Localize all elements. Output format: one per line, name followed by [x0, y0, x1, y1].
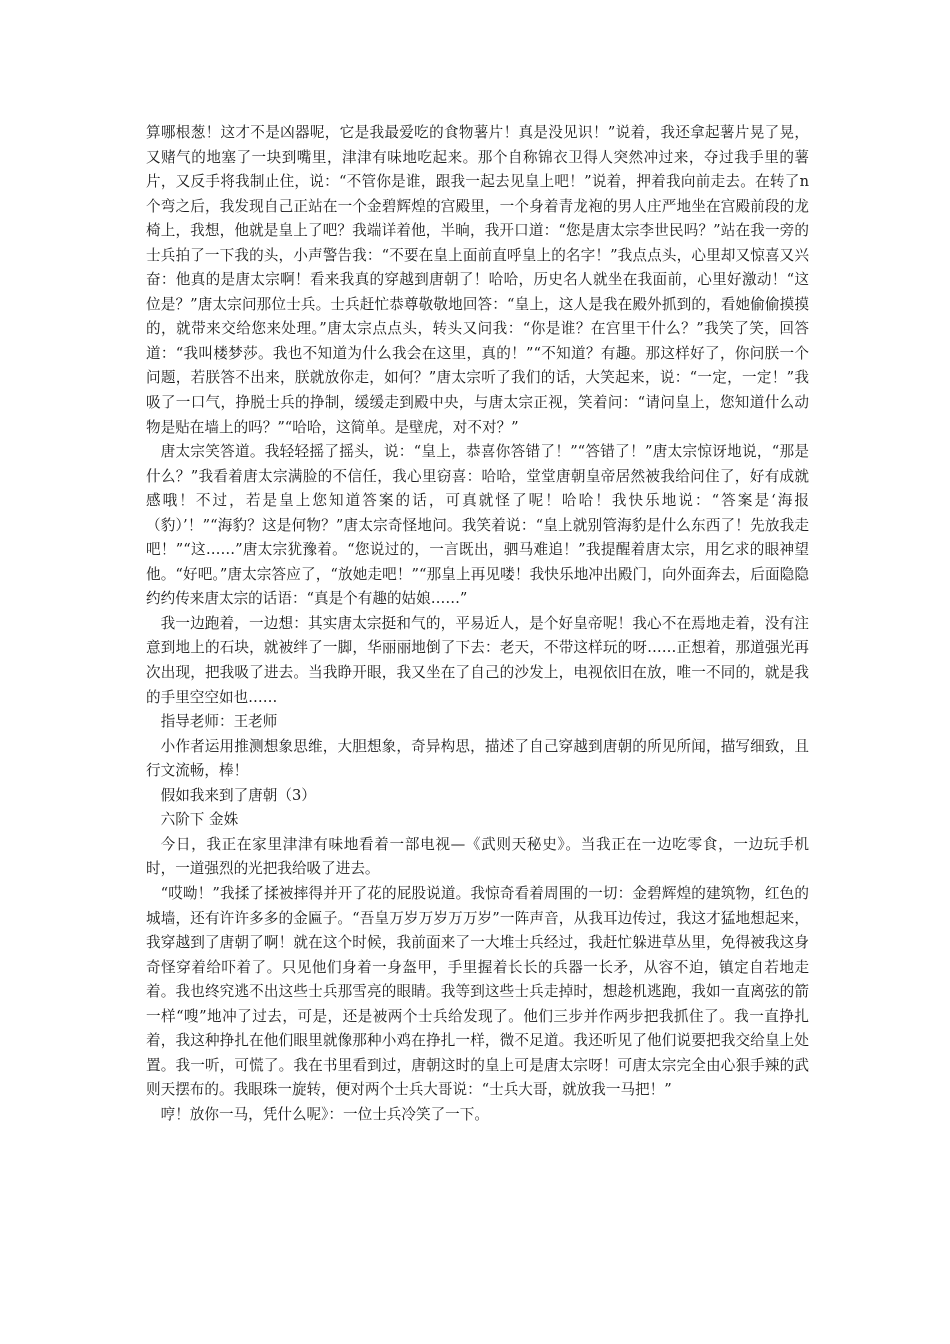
teacher-comment: 小作者运用推测想象思维，大胆想象，奇异构思，描述了自己穿越到唐朝的所见所闻，描写细致，且行文流畅，棒！ — [146, 737, 809, 780]
paragraph-2: 唐太宗笑答道。我轻轻摇了摇头，说：“皇上，恭喜你答错了！”“答错了！”唐太宗惊讶地说，“那是什么？”我看着唐太宗满脸的不信任，我心里窃喜：哈哈，堂堂唐朝皇帝居然被我给问住了，好有成就感哦！不过，若是皇上您知道答案的话，可真就怪了呢！哈哈！我快乐地说：“答案是‘海报（豹）’！”“海豹？这是何物？”唐太宗奇怪地问。我笑着说：“皇上就别管海豹是什么东西了！先放我走吧！”“这……”唐太宗犹豫着。“您说过的，一言既出，驷马难追！”我提醒着唐太宗，用乞求的眼神望他。“好吧。”唐太宗答应了，“放她走吧！”“那皇上再见喽！我快乐地冲出殿门，向外面奔去，后面隐隐约约传来唐太宗的话语：“真是个有趣的姑娘……” — [146, 443, 809, 608]
paragraph-1: 算哪根葱！这才不是凶器呢，它是我最爱吃的食物薯片！真是没见识！”说着，我还拿起薯片晃了晃，又赌气的地塞了一块到嘴里，津津有味地吃起来。那个自称锦衣卫得人突然冲过来，夺过我手里的薯片，又反手将我制止住，说：“不管你是谁，跟我一起去见皇上吧！”说着，押着我向前走去。在转了n个弯之后，我发现自己正站在一个金碧辉煌的宫殿里，一个身着青龙袍的男人庄严地坐在宫殿前段的龙椅上，我想，他就是皇上了吧？我端详着他，半晌，我开口道：“您是唐太宗李世民吗？”站在我一旁的士兵拍了一下我的头，小声警告我：“不要在皇上面前直呼皇上的名字！”我点点头，心里却又惊喜又兴奋：他真的是唐太宗啊！看来我真的穿越到唐朝了！哈哈，历史名人就坐在我面前，心里好激动！“这位是？”唐太宗问那位士兵。士兵赶忙恭尊敬敬地回答：“皇上，这人是我在殿外抓到的，看她偷偷摸摸的，就带来交给您来处理。”唐太宗点点头，转头又问我：“你是谁？在宫里干什么？”我笑了笑，回答道：“我叫楼梦莎。我也不知道为什么我会在这里，真的！”“不知道？有趣。那这样好了，你问朕一个问题，若朕答不出来，朕就放你走，如何？”唐太宗听了我们的话，大笑起来，说：“一定，一定！”我吸了一口气，挣脱士兵的挣制，缓缓走到殿中央，与唐太宗正视，笑着问：“请问皇上，您知道什么动物是贴在墙上的吗？”“哈哈，这简单。是壁虎，对不对？” — [146, 124, 809, 436]
paragraph-3: 我一边跑着，一边想：其实唐太宗挺和气的，平易近人，是个好皇帝呢！我心不在焉地走着，没有注意到地上的石块，就被绊了一脚，华丽丽地倒了下去：老天，不带这样玩的呀……正想着，那道强光再次出现，把我吸了进去。当我睁开眼，我又坐在了自己的沙发上，电视依旧在放，唯一不同的，就是我的手里空空如也…… — [146, 614, 809, 706]
essay-title: 假如我来到了唐朝（3） — [160, 786, 316, 804]
teacher-line: 指导老师：王老师 — [160, 713, 278, 731]
paragraph-8: 今日，我正在家里津津有味地看着一部电视—《武则天秘史》。当我正在一边吃零食，一边玩手机时，一道强烈的光把我给吸了进去。 — [146, 835, 809, 878]
paragraph-9: “哎呦！”我揉了揉被摔得并开了花的屁股说道。我惊奇看着周围的一切：金碧辉煌的建筑物，红色的城墙，还有许许多多的金匾子。“吾皇万岁万岁万万岁”一阵声音，从我耳边传过，我这才猛地想起来，我穿越到了唐朝了啊！就在这个时候，我前面来了一大堆士兵经过，我赶忙躲进草丛里，免得被我这身奇怪穿着给吓着了。只见他们身着一身盔甲，手里握着长长的兵器一长矛，从容不迫，镇定自若地走着。我也终究逃不出这些士兵那雪亮的眼睛。我等到这些士兵走掉时，想趁机逃跑，我如一直离弦的箭一样“嗖”地冲了过去，可是，还是被两个士兵给发现了。他们三步并作两步把我抓住了。我一直挣扎着，我这种挣扎在他们眼里就像那种小鸡在挣扎一样，微不足道。我还听见了他们说要把我交给皇上处置。我一听，可慌了。我在书里看到过，唐朝这时的皇上可是唐太宗呀！可唐太宗完全由心狠手辣的武则天摆布的。我眼珠一旋转，便对两个士兵大哥说：“士兵大哥，就放我一马把！” — [146, 884, 809, 1099]
document-body — [146, 121, 809, 1127]
paragraph-10: 哼！放你一马，凭什么呢》：一位士兵冷笑了一下。 — [160, 1105, 489, 1123]
essay-author: 六阶下 金姝 — [160, 811, 239, 829]
